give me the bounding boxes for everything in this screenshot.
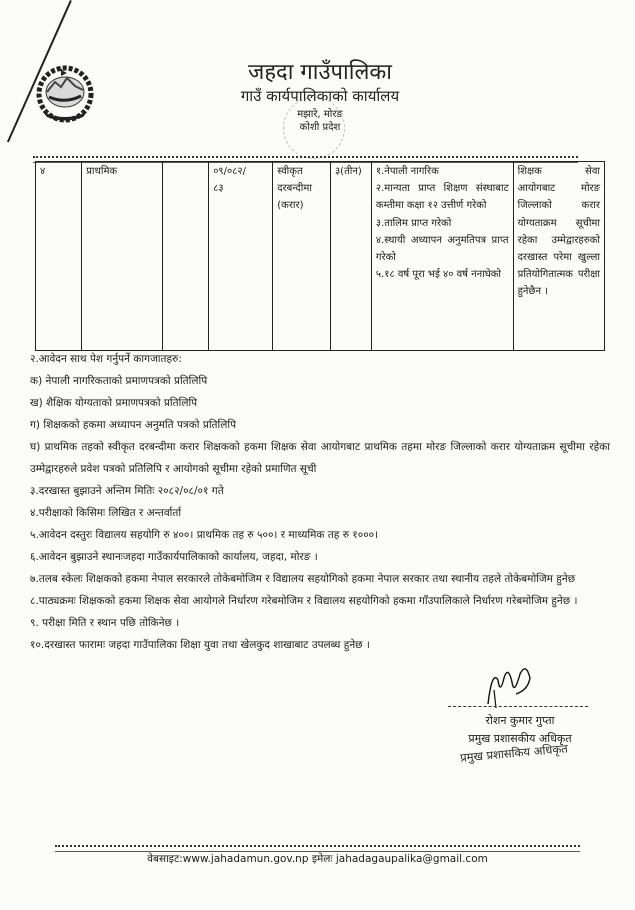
code-part-2: ८३ bbox=[213, 183, 224, 195]
document-item-b: ख) शैक्षिक योग्यताको प्रमाणपत्रको प्रतिलिपि bbox=[30, 397, 198, 409]
website-link[interactable]: www.jahadamun.gov.np bbox=[182, 853, 309, 865]
cell-code bbox=[209, 162, 273, 351]
cell-position-type bbox=[273, 162, 331, 351]
office-subtitle: गाउँ कार्यपालिकाको कार्यालय bbox=[240, 87, 400, 105]
documents-heading: २.आवेदन साथ पेश गर्नुपर्ने कागजातहरु: bbox=[30, 353, 182, 365]
cell-level: प्राथमिक bbox=[82, 162, 163, 351]
qualification-item: ५.१८ वर्ष पूरा भई ४० वर्ष ननाघेको bbox=[375, 269, 502, 281]
designation-stamp: प्रमुख प्रशासकिय अधिकृत bbox=[459, 741, 569, 765]
cell-qualifications bbox=[371, 162, 513, 351]
cell-blank bbox=[163, 162, 209, 351]
address-line-2: कोशी प्रदेश bbox=[299, 122, 341, 133]
office-stamp bbox=[283, 97, 345, 159]
signature-icon bbox=[480, 660, 540, 710]
notice-body bbox=[30, 348, 610, 656]
salary-scale-item: ७.तलब स्केलः शिक्षकको हकमा नेपाल सरकारले तोकेबमोजिम र विद्यालय सहयोगिको हकमा नेपाल सरकार तथा स्थानीय तहले तोकेबमोजिम हुनेछ bbox=[30, 573, 576, 585]
footer bbox=[0, 851, 635, 867]
submission-place-item: ६.आवेदन बुझाउने स्थानःजहदा गाउँकार्यपालिकाको कार्यालय, जहदा, मोरङ । bbox=[30, 551, 318, 563]
vacancy-table bbox=[35, 161, 605, 351]
table-row bbox=[36, 162, 605, 351]
deadline-item: ३.दरखास्त बुझाउने अन्तिम मितिः २०८२/०८/०१ गते bbox=[30, 485, 224, 497]
address-line-1: मझारे, मोरङ bbox=[297, 109, 343, 120]
municipality-title: जहदा गाउँपालिका bbox=[248, 60, 392, 85]
website-label: वेबसाइट: bbox=[147, 853, 183, 865]
signature-line bbox=[448, 706, 588, 707]
email-label: इमेलः bbox=[311, 853, 333, 865]
cell-serial: ४ bbox=[36, 162, 82, 351]
qualification-item: ३.तालिम प्राप्त गरेको bbox=[375, 217, 452, 229]
signatory-block bbox=[430, 712, 610, 748]
cell-remarks: शिक्षक सेवा आयोगबाट मोरङ जिल्लाको करार योग्यताक्रम सूचीमा रहेका उम्मेद्वारहरुको दरखास्त परेमा खुल्ला प्रतियोगितात्मक परीक्षा हुनेछैन । bbox=[513, 162, 604, 351]
document-item-d: घ) प्राथमिक तहको स्वीकृत दरबन्दीमा करार शिक्षकको हकमा शिक्षक सेवा आयोगबाट प्राथमिक तहमा मोरङ जिल्लाको करार योग्यताक्रम सूचीमा रहेका उम्मेद्वारहरुले प्रवेश पत्रको प्रतिलिपि र आयोगको सूचीमा रहेको प्रमाणित सूची bbox=[30, 441, 610, 475]
qualification-item: ४.स्थायी अध्यापन अनुमतिपत्र प्राप्त गरेको bbox=[375, 234, 509, 264]
position-type-3: (करार) bbox=[277, 200, 304, 212]
fee-item: ५.आवेदन दस्तुरः विद्यालय सहयोगि रु ४००। प्राथमिक तह रु ५००। र माध्यमिक तह रु १०००। bbox=[30, 529, 379, 541]
exam-date-item: ९. परीक्षा मिति र स्थान पछि तोकिनेछ । bbox=[30, 617, 180, 629]
document-item-a: क) नेपाली नागरिकताको प्रमाणपत्रको प्रतिलिपि bbox=[30, 375, 208, 387]
position-type-1: स्वीकृत bbox=[277, 166, 303, 177]
exam-type-item: ४.परीक्षाको किसिमः लिखित र अन्तर्वार्ता bbox=[30, 507, 182, 519]
position-type-2: दरबन्दीमा bbox=[277, 183, 312, 195]
syllabus-item: ८.पाठ्यक्रमः शिक्षकको हकमा शिक्षक सेवा आयोगले निर्धारण गरेबमोजिम र विद्यालय सहयोगिको हकमा गाँउपालिकाले निर्धारण गरेबमोजिम हुनेछ । bbox=[30, 595, 578, 607]
application-form-item: १०.दरखास्त फारामः जहदा गाउँपालिका शिक्षा युवा तथा खेलकुद शाखाबाट उपलब्ध हुनेछ । bbox=[30, 639, 370, 651]
qualification-item: १.नेपाली नागरिक bbox=[375, 166, 439, 177]
email-link[interactable]: jahadagaupalika@gmail.com bbox=[335, 853, 488, 865]
qualification-item: २.मान्यता प्राप्त शिक्षण संस्थाबाट कम्तीमा कक्षा १२ उत्तीर्ण गरेको bbox=[375, 183, 509, 212]
document-item-c: ग) शिक्षकको हकमा अध्यापन अनुमति पत्रको प्रतिलिपि bbox=[30, 419, 237, 431]
nepal-emblem-icon bbox=[33, 62, 97, 126]
cell-count: ३(तीन) bbox=[330, 162, 371, 351]
code-part-1: ०९/०८२/ bbox=[213, 166, 246, 177]
signatory-name: रोशन कुमार गुप्ता bbox=[485, 714, 555, 727]
signatory-designation: प्रमुख प्रशासकीय अधिकृत bbox=[468, 732, 572, 745]
